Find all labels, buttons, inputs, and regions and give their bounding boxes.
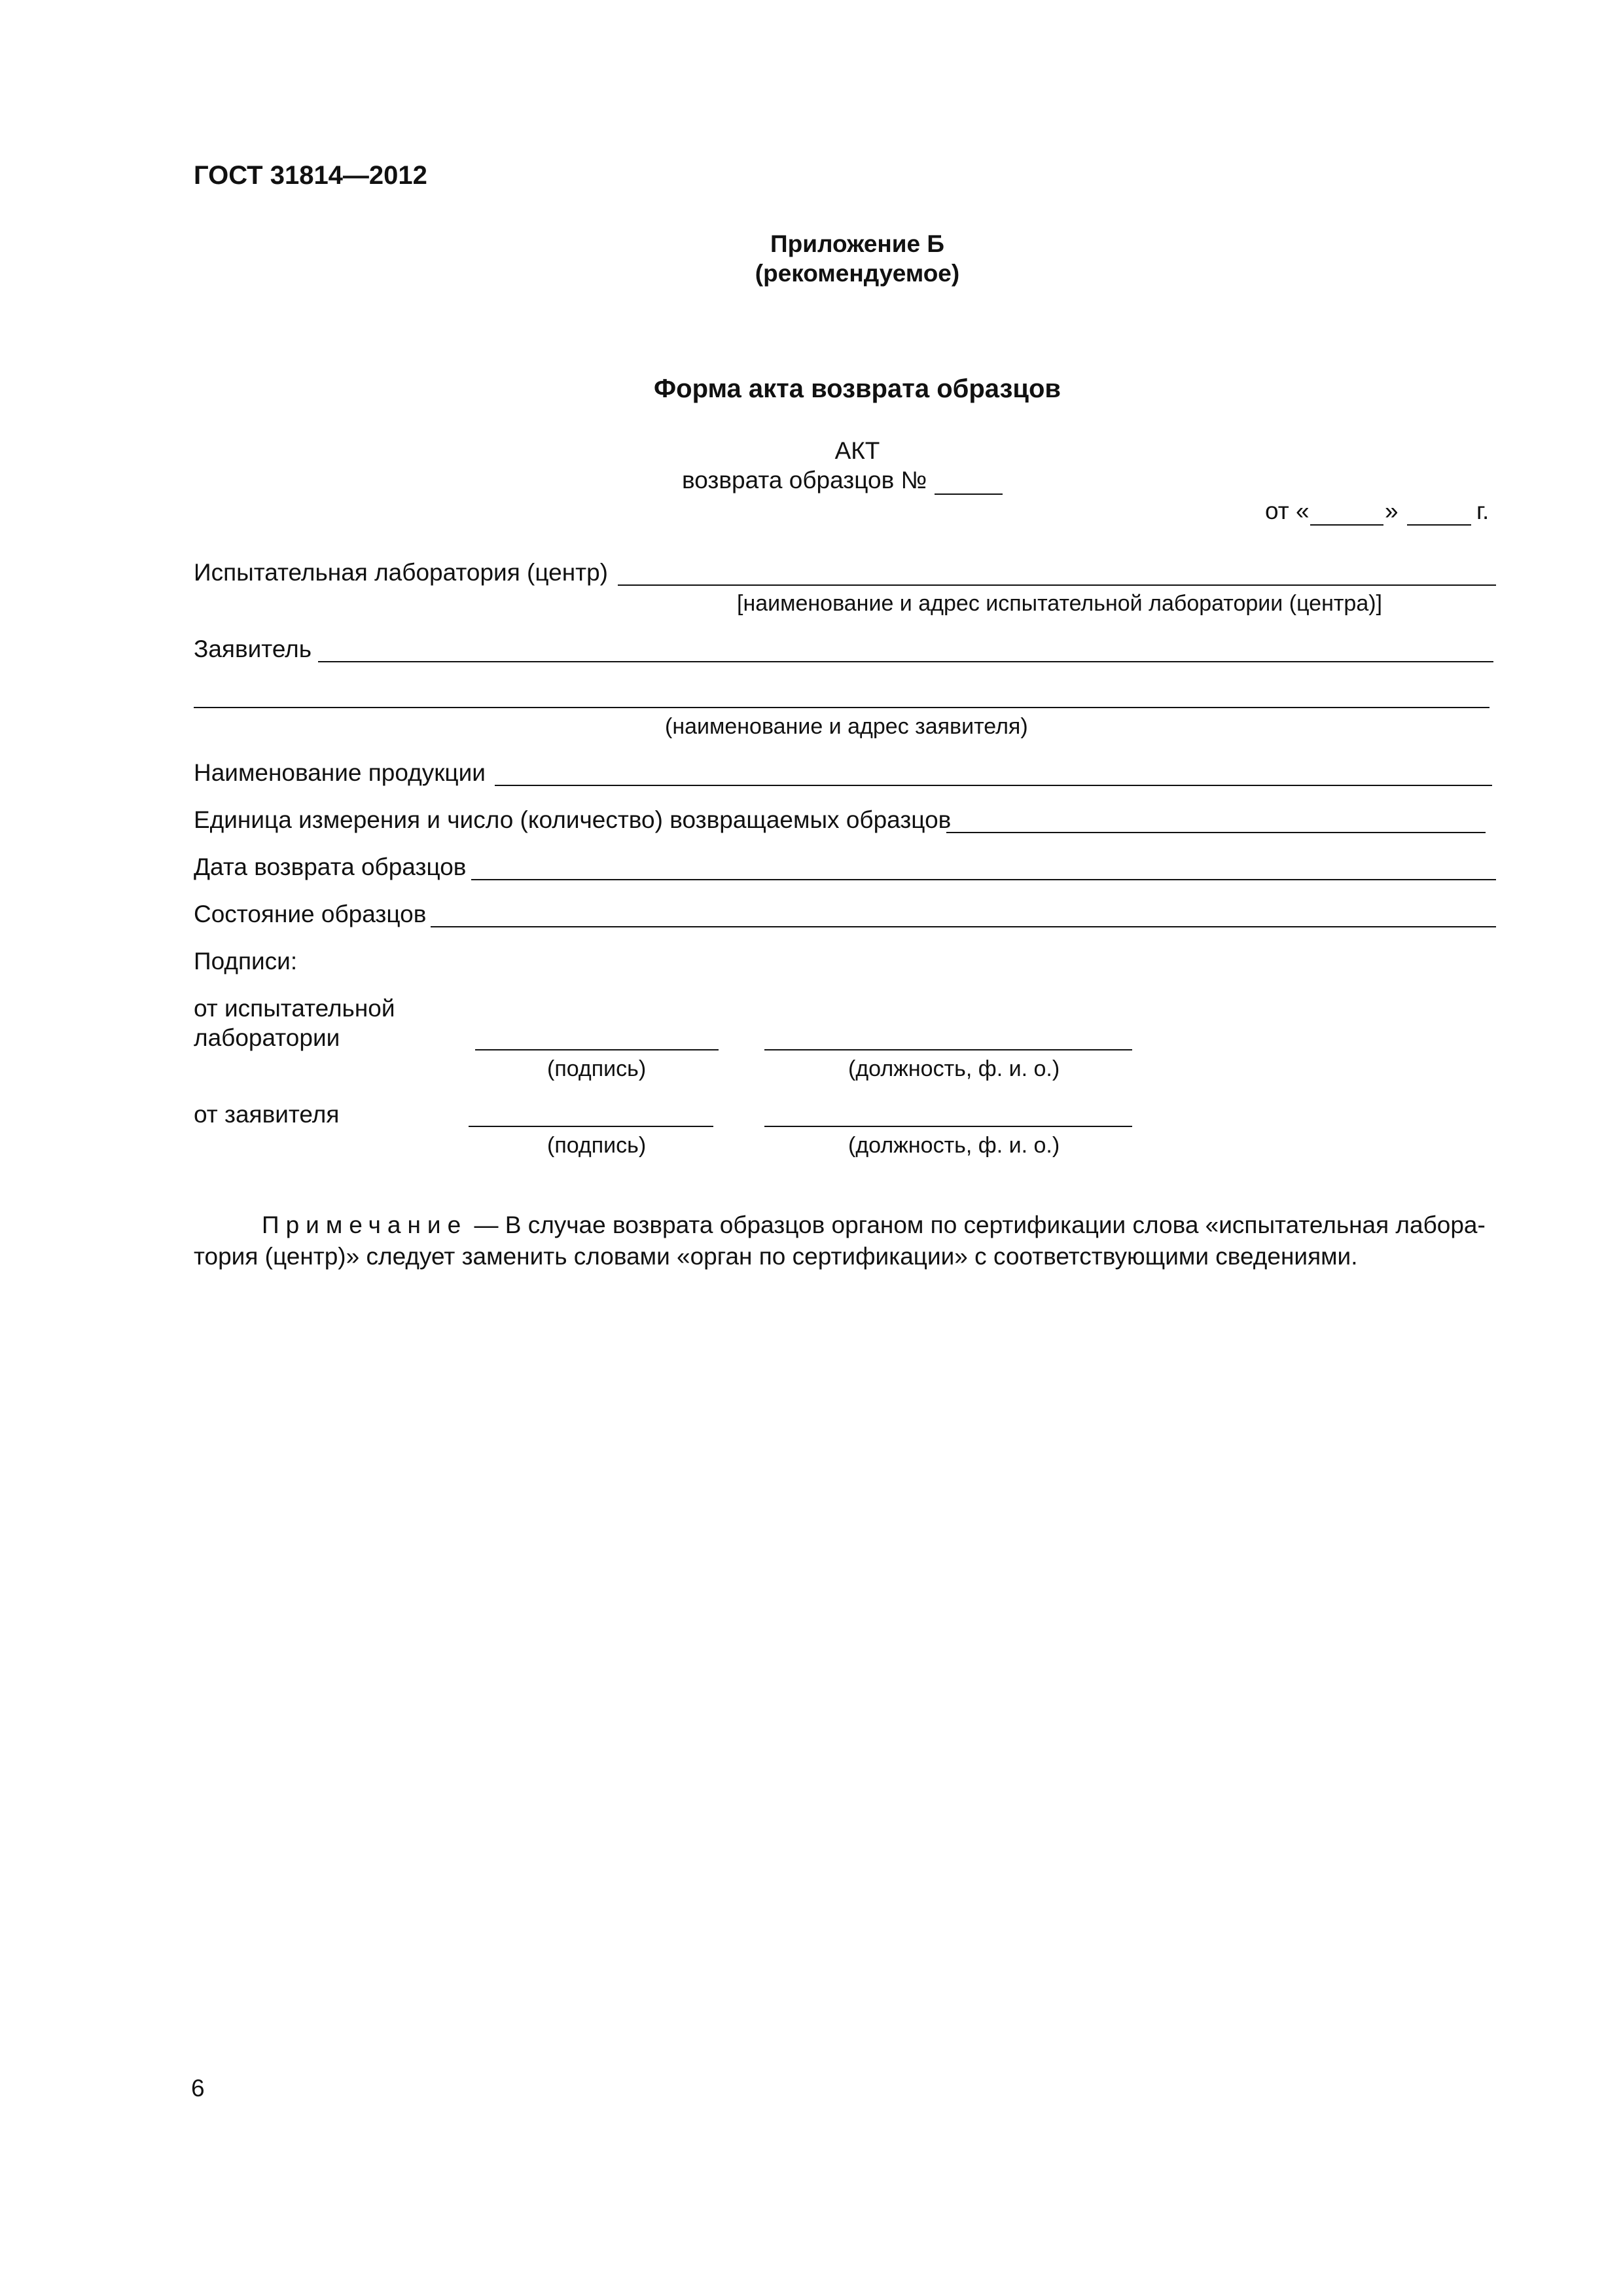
note-label: Примечание (262, 1211, 468, 1238)
lab-position-line[interactable] (764, 1049, 1132, 1050)
applicant-position-line[interactable] (764, 1126, 1132, 1127)
applicant-position-hint: (должность, ф. и. о.) (848, 1133, 1060, 1158)
date-day-line[interactable] (1310, 524, 1383, 526)
units-label: Единица измерения и число (количество) возвращаемых образцов (194, 806, 952, 833)
act-number-line[interactable] (935, 493, 1003, 495)
date-suffix: г. (1476, 497, 1489, 524)
lab-hint: [наименование и адрес испытательной лаборатории (центра)] (737, 591, 1382, 616)
appendix-title: Приложение Б (770, 230, 944, 257)
units-line[interactable] (946, 832, 1486, 833)
note-text-1: — В случае возврата образцов органом по сертификации слова «испытательная лабора- (467, 1211, 1486, 1238)
sig-applicant: от заявителя (194, 1101, 340, 1128)
signatures-heading: Подписи: (194, 948, 298, 975)
act-number-label: возврата образцов № (682, 467, 927, 493)
date-mid: » (1385, 497, 1399, 524)
return-date-label: Дата возврата образцов (194, 853, 467, 880)
applicant-line-2[interactable] (194, 707, 1489, 708)
note-line-1 (194, 1210, 1496, 1241)
product-label: Наименование продукции (194, 759, 486, 786)
date-prefix: от « (1265, 497, 1310, 524)
sig-lab-line1: от испытательной (194, 995, 395, 1022)
lab-label: Испытательная лаборатория (центр) (194, 559, 608, 586)
act-title: АКТ (834, 437, 880, 464)
product-line[interactable] (495, 785, 1492, 786)
date-year-line[interactable] (1407, 524, 1471, 526)
form-title: Форма акта возврата образцов (654, 374, 1061, 403)
applicant-sign-hint: (подпись) (547, 1133, 647, 1158)
sig-lab-line2: лаборатории (194, 1024, 340, 1051)
condition-label: Состояние образцов (194, 901, 427, 927)
standard-number: ГОСТ 31814—2012 (194, 161, 427, 190)
note-text-2: тория (центр)» следует заменить словами «орган по сертификации» с соответствующими сведениями. (194, 1243, 1358, 1270)
appendix-subtitle: (рекомендуемое) (755, 260, 960, 287)
page-number: 6 (191, 2075, 205, 2102)
return-date-line[interactable] (471, 879, 1496, 880)
applicant-signature-line[interactable] (469, 1126, 713, 1127)
condition-line[interactable] (431, 926, 1496, 927)
lab-sign-hint: (подпись) (547, 1056, 647, 1081)
lab-line[interactable] (618, 584, 1496, 586)
note (194, 1210, 1496, 1272)
lab-signature-line[interactable] (475, 1049, 719, 1050)
applicant-label: Заявитель (194, 636, 312, 662)
applicant-hint: (наименование и адрес заявителя) (665, 714, 1028, 739)
applicant-line-1[interactable] (318, 661, 1493, 662)
lab-position-hint: (должность, ф. и. о.) (848, 1056, 1060, 1081)
